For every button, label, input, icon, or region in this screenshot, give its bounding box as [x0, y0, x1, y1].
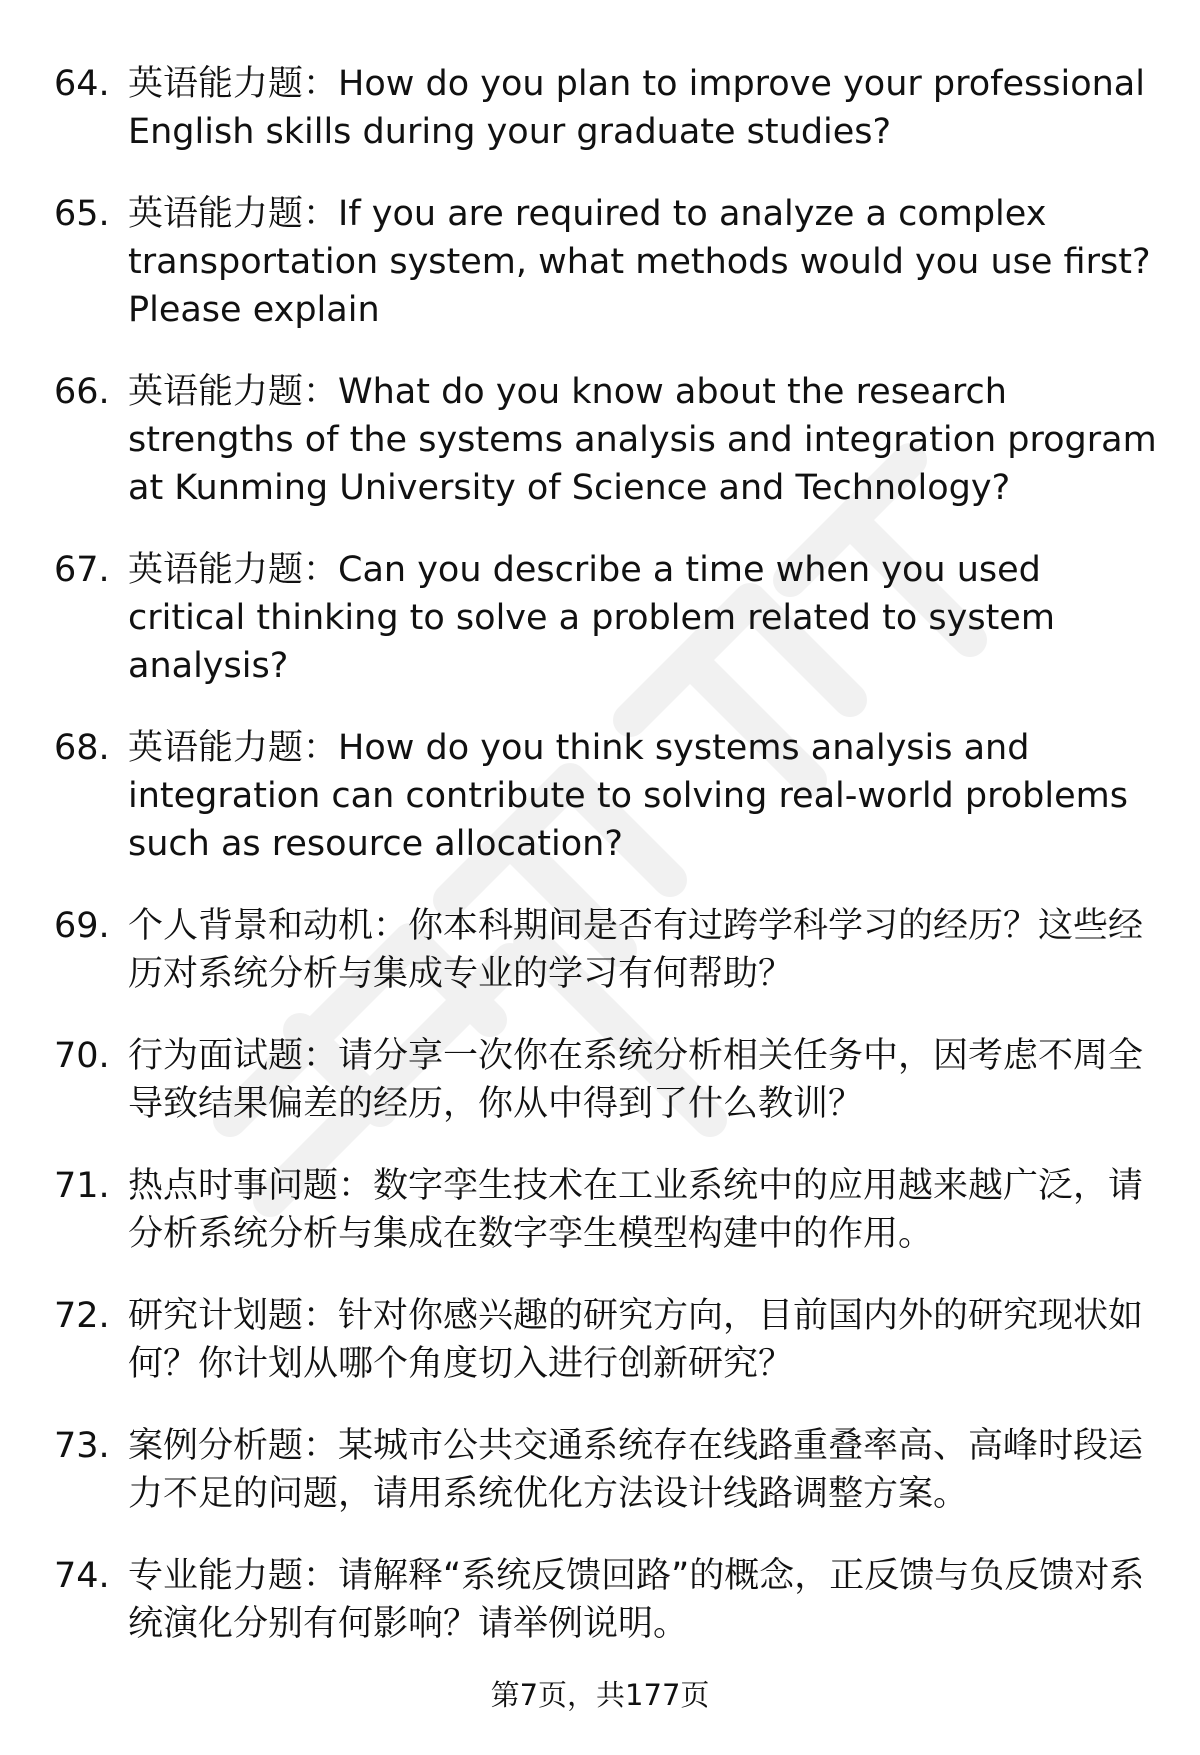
question-item-65	[54, 190, 1164, 334]
question-number: 66.	[54, 372, 110, 412]
question-text: 英语能力题：If you are required to analyze a complex transportation system, what methods would you use first? Please explain	[128, 194, 1151, 330]
question-item-69	[54, 902, 1164, 998]
question-number: 69.	[54, 906, 110, 946]
question-text: 英语能力题：What do you know about the research strengths of the systems analysis and integration program at Kunming University of Science and Technology?	[128, 372, 1157, 508]
question-item-66	[54, 368, 1164, 512]
question-text: 英语能力题：How do you plan to improve your professional English skills during your graduate studies?	[128, 64, 1145, 152]
question-text: 行为面试题：请分享一次你在系统分析相关任务中，因考虑不周全导致结果偏差的经历，你从中得到了什么教训？	[128, 1036, 1144, 1124]
question-text: 英语能力题：How do you think systems analysis and integration can contribute to solving real-world problems such as resource allocation?	[128, 728, 1128, 864]
question-item-72	[54, 1292, 1164, 1388]
question-text: 研究计划题：针对你感兴趣的研究方向，目前国内外的研究现状如何？你计划从哪个角度切入进行创新研究？	[128, 1296, 1144, 1384]
page-number-label: 第7页，共177页	[490, 1678, 710, 1712]
question-item-70	[54, 1032, 1164, 1128]
question-item-68	[54, 724, 1164, 868]
question-number: 73.	[54, 1426, 110, 1466]
question-number: 74.	[54, 1556, 110, 1596]
question-text: 专业能力题：请解释“系统反馈回路”的概念，正反馈与负反馈对系统演化分别有何影响？请举例说明。	[128, 1556, 1145, 1644]
question-number: 65.	[54, 194, 110, 234]
question-number: 64.	[54, 64, 110, 104]
question-item-67	[54, 546, 1164, 690]
question-text: 个人背景和动机：你本科期间是否有过跨学科学习的经历？这些经历对系统分析与集成专业的学习有何帮助？	[128, 906, 1144, 994]
question-number: 72.	[54, 1296, 110, 1336]
page-footer	[0, 1675, 1200, 1715]
question-number: 68.	[54, 728, 110, 768]
question-item-73	[54, 1422, 1164, 1518]
question-text: 英语能力题：Can you describe a time when you used critical thinking to solve a problem related to system analysis?	[128, 550, 1055, 686]
question-list	[54, 60, 1164, 1682]
question-text: 热点时事问题：数字孪生技术在工业系统中的应用越来越广泛，请分析系统分析与集成在数字孪生模型构建中的作用。	[128, 1166, 1144, 1254]
question-item-71	[54, 1162, 1164, 1258]
question-text: 案例分析题：某城市公共交通系统存在线路重叠率高、高峰时段运力不足的问题，请用系统优化方法设计线路调整方案。	[128, 1426, 1144, 1514]
question-number: 67.	[54, 550, 110, 590]
question-item-64	[54, 60, 1164, 156]
question-number: 71.	[54, 1166, 110, 1206]
question-item-74	[54, 1552, 1164, 1648]
question-number: 70.	[54, 1036, 110, 1076]
